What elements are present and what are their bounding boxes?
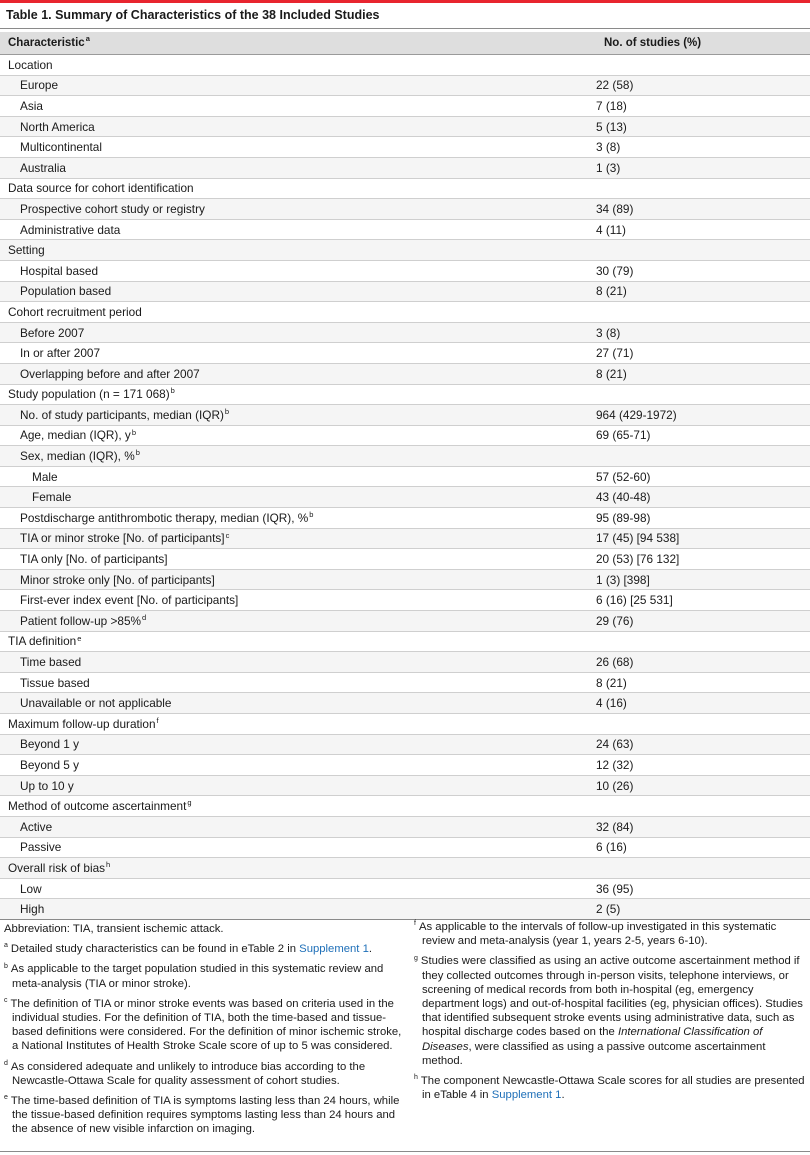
row-characteristic: Overall risk of bias$^h$ (0, 858, 596, 879)
footnote-abbreviation: Abbreviation: TIA, transient ischemic attack. (4, 923, 224, 935)
row-value: 7 (18) (596, 96, 810, 117)
row-characteristic: Data source for cohort identification (0, 178, 596, 199)
top-accent-bar (0, 0, 810, 3)
table-row (0, 425, 810, 446)
row-value: 30 (79) (596, 260, 810, 281)
table-row (0, 796, 810, 817)
table-row (0, 75, 810, 96)
footnote-b: $^b$ As applicable to the target population studied in this systematic review and meta-analysis (TIA or minor stroke). (4, 962, 384, 990)
row-value (596, 302, 810, 323)
row-value: 10 (26) (596, 775, 810, 796)
row-value (596, 631, 810, 652)
table-row (0, 528, 810, 549)
row-value: 5 (13) (596, 116, 810, 137)
row-characteristic: TIA definition$^e$ (0, 631, 596, 652)
table-row (0, 363, 810, 384)
footnote-e: $^e$ The time-based definition of TIA is symptoms lasting less than 24 hours, while the tissue-based definition requires symptoms lasting less than 24 hours and the absence of new visible infarction on imaging. (4, 1094, 400, 1136)
row-characteristic: In or after 2007 (0, 343, 596, 364)
table-row (0, 446, 810, 467)
table-row (0, 343, 810, 364)
row-value: 8 (21) (596, 281, 810, 302)
footnote-a: $^a$ Detailed study characteristics can be found in eTable 2 in Supplement 1. (4, 942, 373, 956)
row-characteristic: Location (0, 55, 596, 76)
row-value: 32 (84) (596, 816, 810, 837)
table-row (0, 240, 810, 261)
footnote-g: $^g$ Studies were classified as using an active outcome ascertainment method if they collected outcomes through in-person visits, telephone interviews, or screening of medical records from both in-hospital (eg, emergency department logs) and out-of-hospital facilities (eg, physician offices). Studies that identified subsequent stroke events using administrative data, such as hospital discharge codes based on the International Classification of Diseases, were classified as using a passive outcome ascertainment method. (414, 954, 803, 1067)
row-value: 3 (8) (596, 322, 810, 343)
row-characteristic: Prospective cohort study or registry (0, 199, 596, 220)
table-row (0, 611, 810, 632)
row-value (596, 55, 810, 76)
table-row (0, 281, 810, 302)
row-characteristic: First-ever index event [No. of participants] (0, 590, 596, 611)
row-value (596, 384, 810, 405)
bottom-divider (0, 1151, 810, 1152)
table-row (0, 260, 810, 281)
row-characteristic: Low (0, 878, 596, 899)
table-row (0, 549, 810, 570)
row-characteristic: Asia (0, 96, 596, 117)
row-value: 69 (65-71) (596, 425, 810, 446)
row-characteristic: Beyond 5 y (0, 755, 596, 776)
row-characteristic: Beyond 1 y (0, 734, 596, 755)
row-characteristic: TIA or minor stroke [No. of participants]$^c$ (0, 528, 596, 549)
table-row (0, 508, 810, 529)
footnotes-left (4, 922, 402, 1143)
table-row (0, 178, 810, 199)
row-characteristic: Female (0, 487, 596, 508)
row-value: 6 (16) [25 531] (596, 590, 810, 611)
row-characteristic: Patient follow-up >85%$^d$ (0, 611, 596, 632)
table-row (0, 734, 810, 755)
table-row (0, 590, 810, 611)
supplement-link-h[interactable]: Supplement 1 (491, 1089, 562, 1102)
row-value: 964 (429-1972) (596, 405, 810, 426)
row-value: 2 (5) (596, 899, 810, 920)
row-characteristic: North America (0, 116, 596, 137)
row-characteristic: Study population (n = 171 068)$^b$ (0, 384, 596, 405)
row-value: 1 (3) [398] (596, 569, 810, 590)
row-characteristic: Before 2007 (0, 322, 596, 343)
row-value: 24 (63) (596, 734, 810, 755)
table-row (0, 878, 810, 899)
row-value: 12 (32) (596, 755, 810, 776)
row-characteristic: Maximum follow-up duration$^f$ (0, 714, 596, 735)
row-value: 6 (16) (596, 837, 810, 858)
footnote-h: $^h$ The component Newcastle-Ottawa Scale scores for all studies are presented in eTable 4 in Supplement 1. (414, 1074, 805, 1102)
row-characteristic: Method of outcome ascertainment$^g$ (0, 796, 596, 817)
characteristics-table (0, 32, 810, 920)
header-characteristic: Characteristic$^a$ (0, 32, 596, 55)
row-characteristic: Administrative data (0, 219, 596, 240)
table-row (0, 652, 810, 673)
table-row (0, 384, 810, 405)
table-title: Table 1. Summary of Characteristics of the 38 Included Studies (6, 8, 380, 22)
table-row (0, 199, 810, 220)
table-row (0, 137, 810, 158)
table-body (0, 55, 810, 920)
row-characteristic: Age, median (IQR), $y^b$ (0, 425, 596, 446)
row-value: 26 (68) (596, 652, 810, 673)
row-characteristic: Tissue based (0, 672, 596, 693)
row-value: 4 (11) (596, 219, 810, 240)
row-characteristic: Cohort recruitment period (0, 302, 596, 323)
row-value: 43 (40-48) (596, 487, 810, 508)
supplement-link-a[interactable]: Supplement 1 (299, 943, 369, 956)
row-value: 20 (53) [76 132] (596, 549, 810, 570)
table-row (0, 157, 810, 178)
row-value: 57 (52-60) (596, 466, 810, 487)
row-characteristic: Unavailable or not applicable (0, 693, 596, 714)
row-value (596, 446, 810, 467)
row-characteristic: Overlapping before and after 2007 (0, 363, 596, 384)
table-row (0, 816, 810, 837)
row-value (596, 858, 810, 879)
row-value: 36 (95) (596, 878, 810, 899)
row-characteristic: Hospital based (0, 260, 596, 281)
footnote-f: $^f$ As applicable to the intervals of follow-up investigated in this systematic review and meta-analysis (year 1, years 2-5, years 6-10). (414, 920, 777, 948)
row-value (596, 240, 810, 261)
table-row (0, 631, 810, 652)
table-row (0, 755, 810, 776)
table-row (0, 96, 810, 117)
table-row (0, 466, 810, 487)
table-row (0, 55, 810, 76)
row-value: 17 (45) [94 538] (596, 528, 810, 549)
table-row (0, 569, 810, 590)
row-characteristic: Up to 10 y (0, 775, 596, 796)
table-row (0, 899, 810, 920)
footnote-c: $^c$ The definition of TIA or minor stroke events was based on criteria used in the individual studies. For the definition of TIA, both the time-based and tissue-based definitions were considered. For the definition of minor ischemic stroke, a National Institutes of Health Stroke Scale score of up to 5 was considered. (4, 997, 402, 1053)
row-value: 3 (8) (596, 137, 810, 158)
table-row (0, 487, 810, 508)
title-divider (0, 28, 810, 29)
row-value: 4 (16) (596, 693, 810, 714)
table-row (0, 693, 810, 714)
row-characteristic: Active (0, 816, 596, 837)
row-value: 8 (21) (596, 672, 810, 693)
row-characteristic: TIA only [No. of participants] (0, 549, 596, 570)
row-value: 29 (76) (596, 611, 810, 632)
table-row (0, 858, 810, 879)
table-row (0, 116, 810, 137)
row-characteristic: Population based (0, 281, 596, 302)
row-characteristic: High (0, 899, 596, 920)
footnote-d: $^d$ As considered adequate and unlikely to introduce bias according to the Newcastle-Ottawa Scale for quality assessment of cohort studies. (4, 1059, 366, 1087)
table-row (0, 322, 810, 343)
row-value: 1 (3) (596, 157, 810, 178)
row-characteristic: Male (0, 466, 596, 487)
header-no-of-studies: No. of studies (%) (596, 32, 810, 55)
row-value: 22 (58) (596, 75, 810, 96)
row-value: 95 (89-98) (596, 508, 810, 529)
row-characteristic: Setting (0, 240, 596, 261)
row-value (596, 714, 810, 735)
table-row (0, 302, 810, 323)
row-value: 8 (21) (596, 363, 810, 384)
table-header-row (0, 32, 810, 55)
row-characteristic: Minor stroke only [No. of participants] (0, 569, 596, 590)
table-row (0, 405, 810, 426)
row-characteristic: No. of study participants, median (IQR)$^b$ (0, 405, 596, 426)
table-row (0, 775, 810, 796)
row-characteristic: Multicontinental (0, 137, 596, 158)
row-value (596, 178, 810, 199)
row-value: 34 (89) (596, 199, 810, 220)
footnotes-right (414, 920, 806, 1108)
table-row (0, 837, 810, 858)
row-characteristic: Time based (0, 652, 596, 673)
row-value (596, 796, 810, 817)
table-row (0, 219, 810, 240)
table-row (0, 672, 810, 693)
row-characteristic: Australia (0, 157, 596, 178)
table-row (0, 714, 810, 735)
row-characteristic: Postdischarge antithrombotic therapy, median (IQR), %$^b$ (0, 508, 596, 529)
row-value: 27 (71) (596, 343, 810, 364)
row-characteristic: Sex, median (IQR), %$^b$ (0, 446, 596, 467)
row-characteristic: Passive (0, 837, 596, 858)
row-characteristic: Europe (0, 75, 596, 96)
